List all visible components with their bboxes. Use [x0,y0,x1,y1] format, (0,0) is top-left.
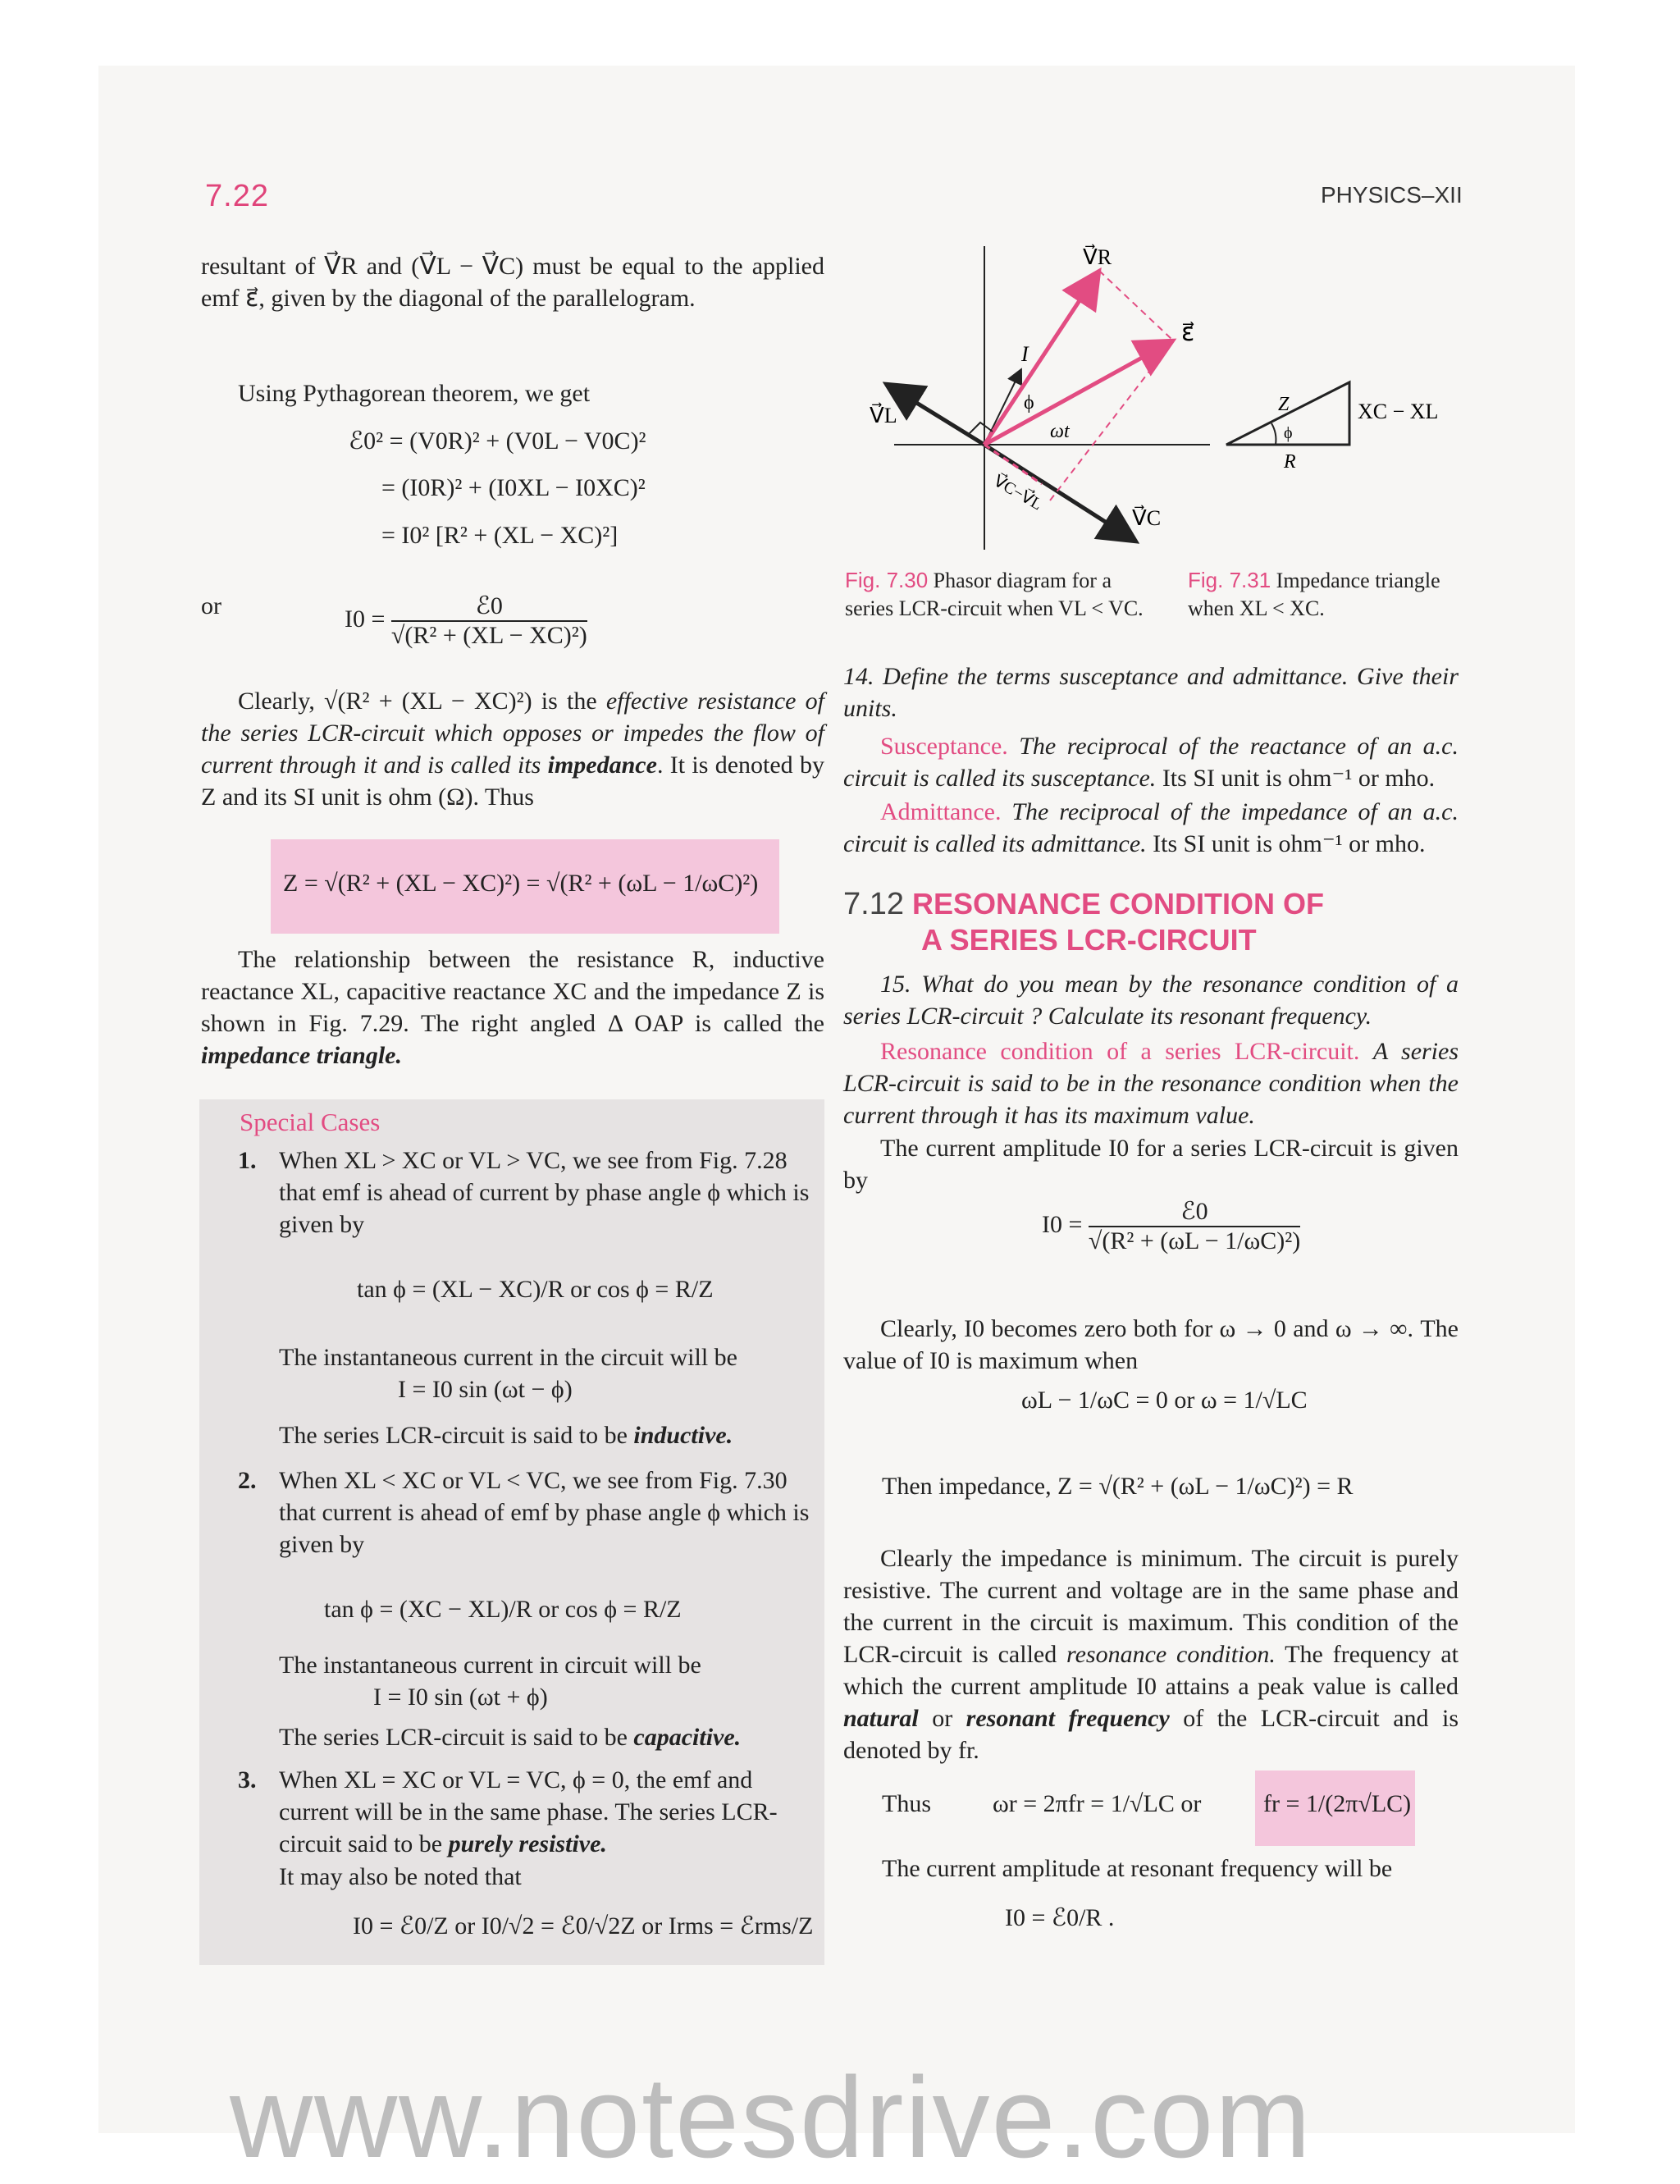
final-equation: I0 = ℰ0/R . [1005,1904,1115,1931]
clearly-text: Clearly, I0 becomes zero both for ω → 0 and ω → ∞. The value of I0 is maximum when [843,1315,1459,1374]
section-title-line-1: RESONANCE CONDITION OF [911,887,1324,921]
p4-impedance-triangle: impedance triangle. [201,1042,402,1069]
amplitude-text: The current amplitude I0 for a series LCR-circuit is given by [843,1135,1459,1194]
page-number: 7.22 [205,179,269,213]
equation-1: ℰ0² = (V0R)² + (V0L − V0C)² [349,427,646,455]
fig-7-30-label: Fig. 7.30 [845,568,929,592]
case-2-number: 2. [238,1467,257,1494]
case-1-equation-2: I = I0 sin (ωt − ϕ) [398,1376,573,1403]
left-intro-paragraph [201,250,824,314]
p3-impedance: impedance [547,752,657,779]
case-3 [238,1764,820,1860]
impedance-formula: Z = √(R² + (XL − XC)²) = √(R² + (ωL − 1/ωC)²) [283,870,759,897]
label-vc-minus-vl: V⃗C−V⃗L [990,472,1046,514]
tri-label-phi: ϕ [1284,424,1293,442]
case-3-noted-line: It may also be noted that [279,1863,522,1890]
max-condition-equation: ωL − 1/ωC = 0 or ω = 1/√LC [1021,1387,1308,1414]
parallelogram-edge-1 [1099,271,1173,340]
case-3-line [238,1861,820,1893]
case-3-purely-resistive: purely resistive. [448,1830,607,1857]
susceptance-label: Susceptance. [880,733,1008,760]
case-2-end [238,1721,820,1753]
label-vr: V⃗R [1083,245,1112,269]
label-vc: V⃗C [1132,506,1162,530]
p3-b: effective resistance of the series LCR-circuit which opposes or impedes the flow of current through it and is called its [201,688,825,779]
case-2-end-a: The series LCR-circuit is said to be [279,1724,628,1751]
label-vl: V⃗L [870,404,897,427]
susceptance-paragraph [843,730,1459,794]
case-1-current-line: The instantaneous current in the circuit will be [279,1344,737,1371]
label-omega-t: ωt [1050,421,1070,442]
resonance-text: A series LCR-circuit is said to be in the resonance condition when the current through it has its maximum value. [843,1038,1459,1129]
amplitude-paragraph [843,1132,1459,1196]
thus-label: Thus [882,1790,931,1817]
question-15-text: 15. What do you mean by the resonance condition of a series LCR-circuit ? Calculate its resonant frequency. [843,971,1459,1030]
case-1-end [238,1419,820,1451]
watermark: www.notesdrive.com [230,2053,1312,2182]
vl-phasor [886,384,984,445]
phasor-figures [845,238,1468,583]
impedance-paragraph [201,685,824,813]
admittance-paragraph [843,796,1459,860]
case-1-number: 1. [238,1147,257,1174]
running-head: PHYSICS–XII [1321,182,1463,208]
fig-7-30-text: Phasor diagram for a series LCR-circuit when VL < VC. [845,569,1144,620]
minimum-paragraph [843,1542,1459,1766]
equation-3: = I0² [R² + (XL − XC)²] [381,522,619,549]
resonance-omega-equation: ωr = 2πfr = 1/√LC or [993,1790,1202,1817]
special-cases-title: Special Cases [240,1108,381,1136]
right-angle-mark [968,423,993,435]
case-3-equation: I0 = ℰ0/Z or I0/√2 = ℰ0/√2Z or Irms = ℰrms/Z [353,1912,814,1940]
case-2-current-line: The instantaneous current in circuit will be [279,1652,701,1679]
question-14: 14. Define the terms susceptance and admittance. Give their units. [843,663,1459,722]
admittance-label: Admittance. [880,798,1002,825]
resonance-definition [843,1035,1459,1131]
section-number: 7.12 [843,887,904,921]
pythagoras-intro: Using Pythagorean theorem, we get [238,380,591,407]
p3-d: . It is denoted by Z and its SI unit is ohm (Ω). Thus [201,752,824,811]
amp-lhs: I0 = [1042,1210,1083,1238]
question-15 [843,968,1459,1032]
p4-a: The relationship between the resistance R, inductive reactance XL, capacitive reactance XC and the impedance Z is shown in Fig. 7.29. The right angled Δ OAP is called the [201,946,824,1037]
case-2-text: When XL < XC or VL < VC, we see from Fig. 7.30 that current is ahead of emf by phase angle ϕ which is given by [279,1467,810,1558]
resonant-frequency-equation: fr = 1/(2π√LC) [1263,1790,1412,1817]
eq4-denominator: √(R² + (XL − XC)²) [390,622,587,649]
case-2-equation: tan ϕ = (XC − XL)/R or cos ϕ = R/Z [324,1596,682,1623]
final-line: The current amplitude at resonant frequency will be [882,1855,1393,1882]
min-natural: natural [843,1705,919,1732]
min-a: Clearly the impedance is minimum. The circuit is purely resistive. The current and voltage are in the same phase and the current in the circuit is maximum. This condition of the LCR-circuit is called [843,1545,1459,1668]
case-2-capacitive: capacitive. [633,1724,742,1751]
case-3-number: 3. [238,1766,257,1793]
clearly-paragraph [843,1313,1459,1377]
case-1-equation: tan ϕ = (XL − XC)/R or cos ϕ = R/Z [357,1276,714,1303]
case-1-inductive: inductive. [633,1422,733,1449]
amp-denominator: √(R² + (ωL − 1/ωC)²) [1088,1227,1301,1254]
intro-text: resultant of V⃗R and (V⃗L − V⃗C) must be equal to the applied emf ε⃗, given by the diagonal of the parallelogram. [201,253,824,312]
resonance-label: Resonance condition of a series LCR-circuit. [880,1038,1360,1065]
p3-a: Clearly, √(R² + (XL − XC)²) is the [238,688,597,715]
fig-7-31-text: Impedance triangle when XL < XC. [1188,569,1440,620]
case-2-line [238,1649,820,1681]
case-1-line [238,1341,820,1373]
label-emf: ε⃗ [1181,319,1195,346]
fig-7-31-caption [1188,566,1450,623]
case-2-equation-2: I = I0 sin (ωt + ϕ) [373,1684,548,1711]
susceptance-definition: The reciprocal of the reactance of an a.c. circuit is called its susceptance. [843,733,1459,792]
fig-7-31-label: Fig. 7.31 [1188,568,1271,592]
min-resonant-frequency: resonant frequency [966,1705,1170,1732]
susceptance-unit: Its SI unit is ohm⁻¹ or mho. [1162,765,1436,792]
impedance-at-resonance: Then impedance, Z = √(R² + (ωL − 1/ωC)²) = R [882,1473,1354,1500]
fig-7-30-caption [845,566,1165,623]
admittance-definition: The reciprocal of the impedance of an a.c. circuit is called its admittance. [843,798,1459,857]
amp-fraction [1089,1198,1300,1255]
amp-numerator: ℰ0 [1089,1198,1300,1227]
equation-2: = (I0R)² + (I0XL − I0XC)² [381,474,646,501]
label-phi: ϕ [1024,392,1034,413]
section-title-line-2: A SERIES LCR-CIRCUIT [921,923,1257,957]
case-2 [238,1464,820,1560]
admittance-unit: Its SI unit is ohm⁻¹ or mho. [1153,830,1426,857]
case-1-text: When XL > XC or VL > VC, we see from Fig. 7.28 that emf is ahead of current by phase angle ϕ which is given by [279,1147,810,1238]
eq4-fraction [391,592,587,650]
triangle-angle-arc [1271,423,1276,445]
eq4-numerator: ℰ0 [391,592,587,622]
case-3-text: When XL = XC or VL = VC, ϕ = 0, the emf and current will be in the same phase. The series LCR-circuit said to be [279,1766,778,1857]
min-or: or [932,1705,953,1732]
section-heading [843,886,1324,958]
tri-label-z: Z [1278,394,1290,415]
emf-phasor [984,340,1173,445]
amplitude-equation [1042,1198,1300,1255]
or-label: or [201,592,221,619]
equation-4 [345,592,587,650]
tri-label-r: R [1284,451,1296,473]
min-g: of the LCR-circuit and is denoted by fr. [843,1705,1459,1764]
case-1-end-a: The series LCR-circuit is said to be [279,1422,628,1449]
eq4-lhs: I0 = [345,605,386,633]
tri-label-xc-xl: XC − XL [1358,400,1439,423]
min-resonance-condition: resonance condition. [1066,1641,1276,1668]
min-c: The frequency at which the current amplitude I0 attains a peak value is called [843,1641,1459,1700]
label-current: I⃗ [1021,342,1045,366]
relationship-paragraph [201,944,824,1071]
case-1 [238,1145,820,1240]
